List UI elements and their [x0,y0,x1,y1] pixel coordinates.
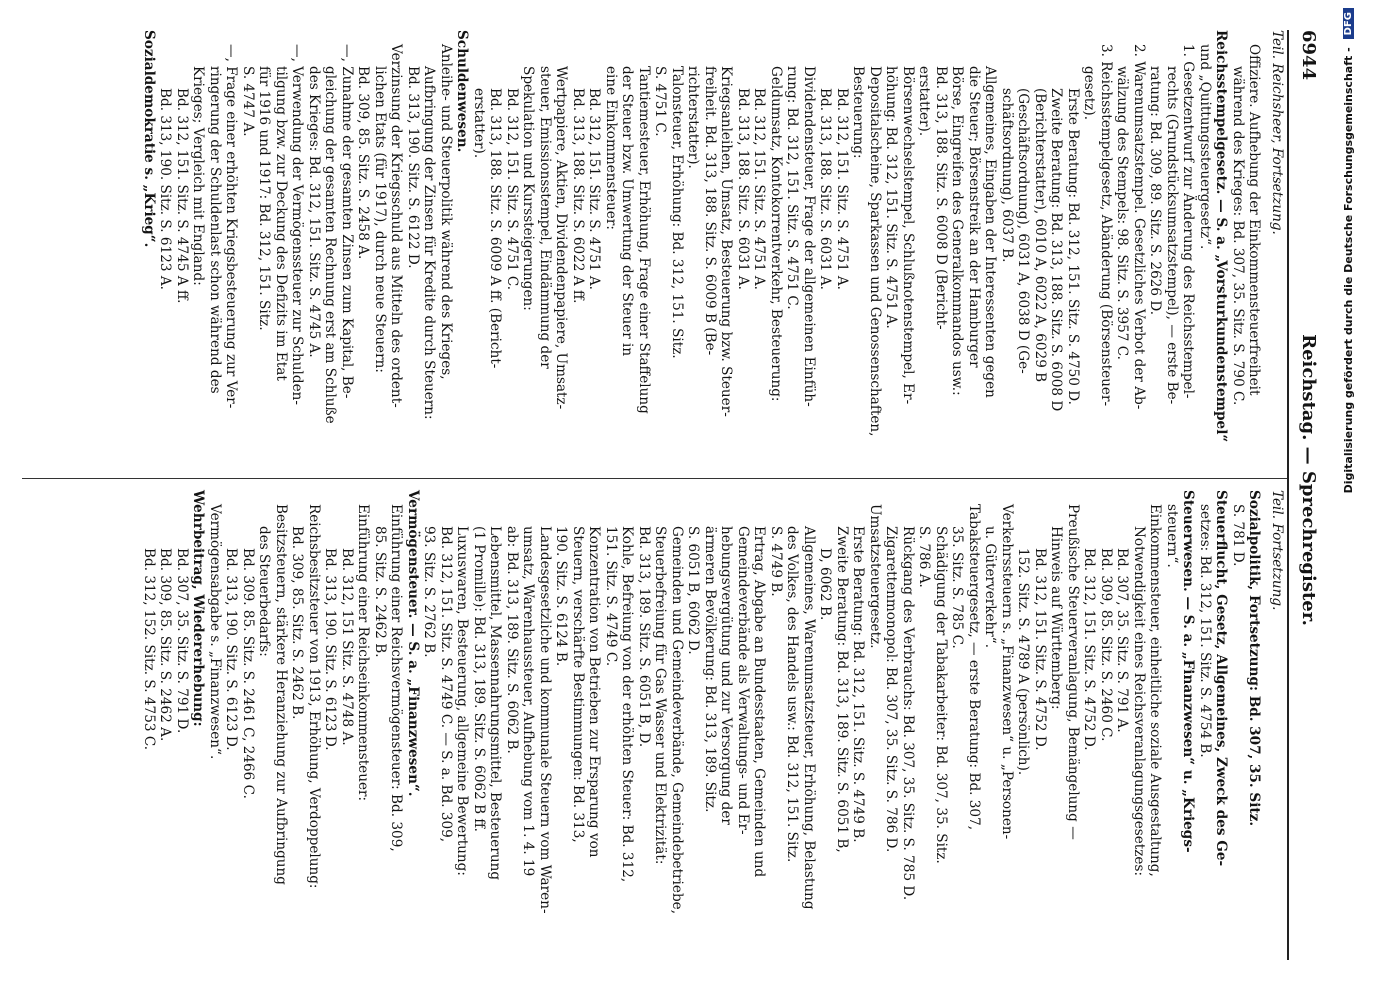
index-line: des Volkes, des Handels usw.: Bd. 312, 151. Sitz. [784,526,801,863]
index-line: Sozialpolitik, Fortsetzung: Bd. 307, 35. Sitz. [1246,490,1263,827]
index-line: Bd. 313, 188. Sitz. S. 6009 A ff. (Bericht- [487,88,504,369]
index-line: Konzentration von Betrieben zur Ersparung von [586,526,603,858]
index-line: Bd. 313, 188. Sitz. S. 6031 A. [817,88,834,290]
index-line: Bd. 312, 151. Sitz. S. 4751 A. [586,88,603,290]
index-line: schäftsordnung), 6037 B. [999,88,1015,263]
index-line: S. 6051 B, 6062 D. [685,526,702,655]
index-line: Steuern, verschärfte Bestimmungen: Bd. 313, [570,526,586,843]
index-line: Preußische Steuerveranlagung, Bemängelung — [1065,504,1081,840]
index-line: Ertrag, Abgabe an Bundesstaaten, Gemeinden und [751,526,768,878]
index-line: Erste Beratung: Bd. 312, 151. Sitz. S. 4750 D. [1065,88,1081,405]
index-line: Hinweis auf Württemberg: [1048,526,1065,710]
index-line: erstatter). [471,88,487,159]
index-line: Bd. 309. 85. Sitz. S. 2461 C, 2466 C. [240,548,256,799]
index-line: 35. Sitz. S. 785 C. [949,526,966,649]
index-line: Einführung einer Reichsvermögensteuer: Bd. 309, [388,504,405,852]
index-line: 151. Sitz. S. 4749 C. [603,526,619,667]
left-entries [141,30,1263,470]
index-line: steuern“. [1164,504,1180,568]
index-line: gesetz). [1081,66,1098,121]
right-entries [141,490,1263,930]
column-divider [22,478,1287,479]
index-line: während des Krieges: Bd. 307, 35. Sitz. S. 790 C. [1230,66,1246,406]
index-line: Bd. 312, 151. Sitz. S. 4752 D. [1032,548,1048,751]
index-line: Spekulation und Kurssteigerungen: [520,66,537,311]
index-line: 1. Gesetzentwurf zur Änderung des Reichsstempel- [1180,44,1197,399]
index-line: Talonsteuer, Erhöhung: Bd. 312, 151. Sitz. [669,66,685,359]
page-title: Reichstag. — Sprechregister. [1298,334,1319,626]
index-line: Bd. 312, 151. Sitz. S. 4751 C. [504,88,520,291]
index-line: 3. Reichsstempelgesetz, Abänderung (Börsensteuer- [1098,44,1114,407]
index-line: erstatter). [916,66,933,137]
index-line: richterstatter). [685,66,702,169]
index-line: 190. Sitz. S. 6124 B. [553,526,570,667]
index-line: Kriegsanleihen, Umsatz, Besteuerung bzw. Steuer- [718,66,735,417]
index-line: Börsenwechselstempel, Schlußnotenstempel, Er- [900,66,916,405]
stamp-text: Digitalisierung gefördert durch die Deutsche Forschungsgemeinschaft - [1341,47,1355,494]
index-line: tilgung bzw. zur Deckung des Defizits im Etat [273,66,289,381]
index-line: Bd. 313, 190. Sitz. S. 6123 A. [157,88,174,290]
index-line: Bd. 309, 85. Sitz. S. 2458 A. [355,66,372,260]
index-line: u. Güterverkehr“. [982,526,999,649]
index-line: Wertpapiere, Aktien, Dividendenpapiere, Umsatz- [553,66,570,410]
index-line: rung: Bd. 312, 151. Sitz. S. 4751 C. [784,66,801,310]
index-line: Sozialdemokratie s. „Krieg“. [141,30,157,248]
index-line: ärmeren Bevölkerung: Bd. 313, 189. Sitz. [702,526,718,813]
index-line: Bd. 313, 190. Sitz. S. 6123 D. [223,548,240,751]
index-line: D, 6062 B. [817,548,834,621]
index-line: rechts (Grundstücksumsatzstempel), — erste Be- [1164,66,1180,405]
index-line: 152. Sitz. S. 4789 A (persönlich). [1015,548,1032,776]
index-line: Zweite Beratung: Bd. 313, 188. Sitz. S. 6008 D [1048,88,1065,412]
index-line: Bd. 313, 189. Sitz. S. 6051 B, D. [636,526,652,748]
index-line: Bd. 312, 151. Sitz. S. 4752 D. [1081,548,1098,751]
index-line: Verzinsung der Kriegsschuld aus Mitteln des ordent- [388,44,405,408]
index-line: Krieges; Vergleich mit England: [190,66,207,286]
index-line: Bd. 312, 152. Sitz. S. 4753 C. [141,548,157,751]
index-line: S. 4751 C. [652,66,669,137]
index-line: Reichsstempelgesetz. — S. a. „Vorsturkundenstempel“ [1213,30,1230,443]
index-line: Geldumsatz, Kontokorrentverkehr, Besteuerung: [768,66,784,402]
index-line: (Berichterstatter), 6010 A, 6022 A, 6029 B [1032,88,1048,383]
index-line: —, Zunahme der gesamten Zinsen zum Kapital, Be- [339,44,355,399]
index-line: des Steuerbedarfs: [256,526,273,657]
index-line: des Krieges: Bd. 312, 151. Sitz. S. 4745 A. [306,66,322,358]
index-line: gleichung der gesamten Rechnung erst am Schluße [322,66,339,424]
index-line: S. 4749 B. [768,526,784,597]
index-line: Verkehrssteuern s. „Finanzwesen“ u. „Personen- [999,504,1015,840]
index-line: Notwendigkeit eines Reichsveranlagungsgesetzes: [1131,526,1147,877]
digitization-stamp [1335,8,1375,983]
index-line: lichen Etats (für 1917), durch neue Steuern: [372,66,388,373]
index-line: Rückgang des Verbrauchs: Bd. 307, 35. Sitz. S. 785 D. [900,526,916,901]
index-line: Bd. 312, 151 Sitz. S. 4748 A. [339,548,355,746]
index-line: Bd. 307, 35. Sitz. S. 791 A. [1114,548,1131,733]
index-line: der Steuer bzw. Umwertung der Steuer in [619,66,636,357]
index-line: Dividendensteuer, Frage der allgemeinen Einfüh- [801,66,817,407]
index-line: Tabaksteuergesetz, — erste Beratung: Bd. 307, [966,504,982,831]
index-line: Schuldenwesen. [454,30,471,153]
index-line: umsatz, Warenhaussteuer, Aufhebung vom 1. 4. 19 [520,526,537,877]
index-line: Zigarettenmonopol: Bd. 307, 35. Sitz. S. 786 D. [883,526,900,853]
index-line: Bd. 312, 151. Sitz. S. 4751 A. [751,88,768,290]
index-line: die Steuer; Börsenstreik an der Hamburger [966,66,982,368]
index-line: Erste Beratung: Bd. 312, 151. Sitz. S. 4749 B. [850,526,867,843]
index-line: Offiziere. Aufhebung der Einkommensteuerfreiheit [1246,44,1263,396]
index-line: Tantiemesteuer, Erhöhung, Frage einer Staffelung [636,66,652,414]
index-line: Bd. 312, 151. Sitz. S. 4745 A ff. [174,88,190,304]
index-line: —, Frage einer erhöhten Kriegsbesteuerung zur Ver- [223,44,240,409]
index-line: Bd. 313, 188. Sitz. S. 6008 D (Bericht- [933,66,949,330]
index-line: Steuerwesen. — S. a. „Finanzwesen“ u. „Kriegs- [1180,490,1197,853]
index-line: Bd. 313, 190. Sitz. S. 6123 D. [322,548,339,751]
index-line: Kohle, Befreiung von der erhöhten Steuer: Bd. 312, [619,526,636,883]
index-line: (Geschäftsordnung), 6031 A, 6038 D (Ge- [1015,88,1032,374]
index-line: —, Verwendung der Vermögenssteuer zur Schulden- [289,44,306,405]
header-rule [1287,30,1289,960]
index-line: Allgemeines, Eingaben der Interessenten gegen [982,66,999,398]
index-line: höhung: Bd. 312, 151. Sitz. S. 4751 A. [883,66,900,329]
dfg-logo: DFG [1343,8,1354,39]
left-column [141,30,1286,470]
index-line: Börse, Eingreifen des Generalkommandos usw.: [949,66,966,396]
index-line: Landesgesetzliche und kommunale Steuern vom Waren- [537,526,553,914]
index-line: (1 Promille): Bd. 313, 189. Sitz. S. 6062 B ff. [471,526,487,832]
index-line: Steuerflucht, Gesetz, Allgemeines, Zweck des Ge- [1213,490,1230,867]
index-line: wälzung des Stempels: 98. Sitz. S. 3957 C. [1114,66,1131,360]
index-line: Aufbringung der Zinsen für Kredite durch Steuern: [421,66,438,420]
index-line: Bd. 313, 190. Sitz. S. 6122 D. [405,66,421,269]
index-line: Depositalscheine, Sparkassen und Genossenschaften, [867,66,883,437]
index-line: Bd. 307, 35. Sitz. S. 791 D. [174,548,190,734]
index-line: steuer, Emissionsstempel, Eindämmung der [537,66,553,369]
index-line: Anleihe- und Steuerpolitik während des Krieges, [438,44,454,380]
index-line: Wehrbeitrag, Wiedererhebung: [190,490,207,727]
index-line: Einführung einer Reichseinkommensteuer: [355,504,372,802]
right-continuation: Teil. Fortsetzung. [1269,490,1285,611]
index-line: Luxuswaren, Besteuerung, allgemeine Bewertung: [454,526,471,876]
index-line: hebungsvergütung und zur Versorgung der [718,526,735,825]
index-line: S. 4747 A. [240,66,256,137]
index-line: Schädigung der Tabakarbeiter: Bd. 307, 35. Sitz. [933,526,949,864]
index-line: 2. Warenumsatzstempel. Gesetzliches Verbot der Ab- [1131,44,1147,410]
index-line: eine Einkommensteuer: [603,66,619,230]
index-line: Zweite Beratung: Bd. 313, 189. Sitz. S. 6051 B, [834,526,850,853]
page-header [1293,30,1323,930]
page-number: 6944 [1298,30,1319,81]
index-line: Bd. 312, 151. Sitz. S. 4751 A. [834,88,850,290]
index-line: setzes: Bd. 312, 151. Sitz. S. 4754 B. [1197,504,1213,758]
index-line: Einkommensteuer, einheitliche soziale Ausgestaltung, [1147,504,1164,877]
index-line: Vermögensteuer. — S. a. „Finanzwesen“. [405,490,421,797]
index-line: S. 786 A. [916,526,933,588]
index-line: Besitzsteuern, stärkere Heranziehung zur Aufbringung [273,504,289,886]
index-line: Bd. 309, 85. Sitz. S. 2460 C. [1098,548,1114,742]
index-line: Steuerbefreiung für Gas Wasser und Elektrizität: [652,526,669,865]
right-column [141,490,1286,930]
index-line: Besteuerung: [850,66,867,159]
index-line: 85. Sitz. S. 2462 B. [372,526,388,658]
index-line: freiheit. Bd. 313, 188. Sitz. S. 6009 B (Be- [702,66,718,356]
index-line: Bd. 309, 85. Sitz. S. 2462 A. [157,548,174,742]
index-line: ratung: Bd. 309, 89. Sitz. S. 2626 D. [1147,66,1164,316]
index-line: und „Quittungssteuergesetz“. [1197,44,1213,250]
index-line: Reichsbesitzsteuer von 1913, Erhöhung, Verdoppelung: [306,504,322,889]
index-line: Bd. 309, 85. Sitz. S. 2462 B. [289,526,306,720]
index-line: 93. Sitz. S. 2762 B. [421,526,438,658]
index-line: S. 781 D. [1230,504,1246,567]
index-line: Bd. 313, 188. Sitz. S. 6031 A. [735,88,751,290]
index-line: Gemeinden und Gemeindeverbände, Gemeindebetriebe, [669,526,685,915]
index-line: Bd. 312, 151. Sitz. S. 4749 C. — S. a. Bd. 309, [438,526,454,843]
index-line: Gemeindeverbände als Verwaltungs- und Er- [735,526,751,835]
index-line: ringerung der Schuldenlast schon während des [207,66,223,394]
index-line: Bd. 313, 188. Sitz. S. 6022 A ff. [570,88,586,304]
index-line: Allgemeines, Warenumsatzsteuer, Erhöhung, Belastung [801,526,817,910]
index-line: Umsatzsteuergesetz. [867,504,883,649]
index-line: für 1916 und 1917: Bd. 312, 151. Sitz. [256,66,273,331]
index-line: ab: Bd. 313, 189. Sitz. S. 6062 B. [504,526,520,754]
index-line: Lebensmittel, Massennahrungsmittel, Besteuerung [487,526,504,881]
index-line: Vermögensabgabe s. „Finanzwesen“. [207,504,223,760]
left-continuation: Teil. Reichsheer, Fortsetzung. [1269,30,1285,235]
